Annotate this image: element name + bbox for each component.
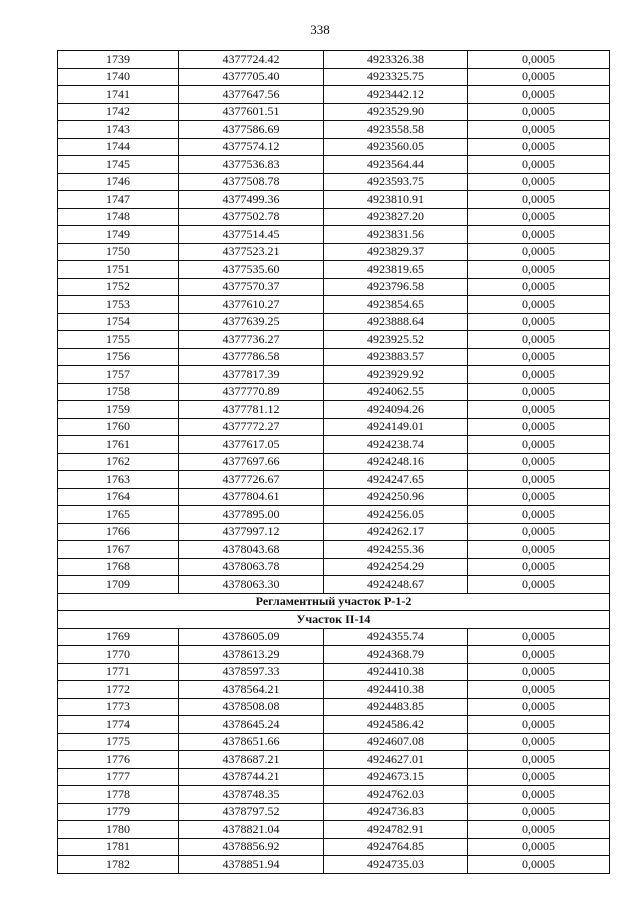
tolerance-cell: 0,0005 [468,453,610,471]
y-coordinate-cell: 4923442.12 [324,86,468,104]
table-row [58,768,610,786]
point-number-cell: 1773 [58,698,179,716]
y-coordinate-cell: 4924483.85 [324,698,468,716]
x-coordinate-cell: 4377570.37 [179,278,324,296]
tolerance-cell: 0,0005 [468,68,610,86]
y-coordinate-cell: 4924247.65 [324,471,468,489]
x-coordinate-cell: 4378508.08 [179,698,324,716]
table-row [58,191,610,209]
x-coordinate-cell: 4378605.09 [179,628,324,646]
tolerance-cell: 0,0005 [468,121,610,139]
coordinates-table [57,50,610,874]
x-coordinate-cell: 4377508.78 [179,173,324,191]
y-coordinate-cell: 4923593.75 [324,173,468,191]
table-row [58,558,610,576]
page-number: 338 [310,22,330,37]
table-row [58,663,610,681]
point-number-cell: 1754 [58,313,179,331]
y-coordinate-cell: 4924262.17 [324,523,468,541]
x-coordinate-cell: 4377536.83 [179,156,324,174]
y-coordinate-cell: 4923325.75 [324,68,468,86]
table-row [58,401,610,419]
x-coordinate-cell: 4377770.89 [179,383,324,401]
table-row [58,383,610,401]
y-coordinate-cell: 4923819.65 [324,261,468,279]
y-coordinate-cell: 4924149.01 [324,418,468,436]
tolerance-cell: 0,0005 [468,488,610,506]
tolerance-cell: 0,0005 [468,156,610,174]
x-coordinate-cell: 4377610.27 [179,296,324,314]
x-coordinate-cell: 4378063.30 [179,576,324,594]
y-coordinate-cell: 4923829.37 [324,243,468,261]
table-row [58,471,610,489]
point-number-cell: 1778 [58,786,179,804]
point-number-cell: 1709 [58,576,179,594]
x-coordinate-cell: 4377772.27 [179,418,324,436]
tolerance-cell: 0,0005 [468,331,610,349]
table-row [58,261,610,279]
point-number-cell: 1747 [58,191,179,209]
x-coordinate-cell: 4377523.21 [179,243,324,261]
point-number-cell: 1750 [58,243,179,261]
tolerance-cell: 0,0005 [468,383,610,401]
y-coordinate-cell: 4924410.38 [324,663,468,681]
tolerance-cell: 0,0005 [468,173,610,191]
tolerance-cell: 0,0005 [468,541,610,559]
tolerance-cell: 0,0005 [468,628,610,646]
table-row [58,751,610,769]
tolerance-cell: 0,0005 [468,296,610,314]
table-row [58,576,610,594]
table-row [58,278,610,296]
y-coordinate-cell: 4924736.83 [324,803,468,821]
point-number-cell: 1781 [58,838,179,856]
x-coordinate-cell: 4377786.58 [179,348,324,366]
x-coordinate-cell: 4377804.61 [179,488,324,506]
table-row [58,226,610,244]
point-number-cell: 1745 [58,156,179,174]
y-coordinate-cell: 4924255.36 [324,541,468,559]
tolerance-cell: 0,0005 [468,226,610,244]
point-number-cell: 1765 [58,506,179,524]
point-number-cell: 1776 [58,751,179,769]
table-row [58,646,610,664]
table-row [58,331,610,349]
x-coordinate-cell: 4377781.12 [179,401,324,419]
table-row [58,313,610,331]
y-coordinate-cell: 4923796.58 [324,278,468,296]
tolerance-cell: 0,0005 [468,366,610,384]
tolerance-cell: 0,0005 [468,558,610,576]
section-heading: Участок II-14 [58,611,610,629]
table-row [58,173,610,191]
x-coordinate-cell: 4377617.05 [179,436,324,454]
y-coordinate-cell: 4924250.96 [324,488,468,506]
x-coordinate-cell: 4378043.68 [179,541,324,559]
table-row [58,68,610,86]
x-coordinate-cell: 4377817.39 [179,366,324,384]
x-coordinate-cell: 4378613.29 [179,646,324,664]
x-coordinate-cell: 4377601.51 [179,103,324,121]
x-coordinate-cell: 4377639.25 [179,313,324,331]
y-coordinate-cell: 4923558.58 [324,121,468,139]
point-number-cell: 1772 [58,681,179,699]
point-number-cell: 1746 [58,173,179,191]
tolerance-cell: 0,0005 [468,506,610,524]
point-number-cell: 1753 [58,296,179,314]
point-number-cell: 1771 [58,663,179,681]
table-row [58,698,610,716]
table-row [58,51,610,69]
tolerance-cell: 0,0005 [468,523,610,541]
x-coordinate-cell: 4378797.52 [179,803,324,821]
x-coordinate-cell: 4378851.94 [179,856,324,874]
table-row [58,418,610,436]
y-coordinate-cell: 4924238.74 [324,436,468,454]
table-row [58,506,610,524]
y-coordinate-cell: 4923831.56 [324,226,468,244]
x-coordinate-cell: 4378687.21 [179,751,324,769]
point-number-cell: 1779 [58,803,179,821]
point-number-cell: 1782 [58,856,179,874]
point-number-cell: 1777 [58,768,179,786]
table-row [58,856,610,874]
point-number-cell: 1756 [58,348,179,366]
table-row [58,488,610,506]
tolerance-cell: 0,0005 [468,821,610,839]
y-coordinate-cell: 4924248.67 [324,576,468,594]
point-number-cell: 1742 [58,103,179,121]
y-coordinate-cell: 4924627.01 [324,751,468,769]
y-coordinate-cell: 4924368.79 [324,646,468,664]
table-row [58,156,610,174]
tolerance-cell: 0,0005 [468,681,610,699]
tolerance-cell: 0,0005 [468,348,610,366]
y-coordinate-cell: 4923888.64 [324,313,468,331]
x-coordinate-cell: 4377514.45 [179,226,324,244]
point-number-cell: 1757 [58,366,179,384]
point-number-cell: 1774 [58,716,179,734]
table-row [58,138,610,156]
tolerance-cell: 0,0005 [468,856,610,874]
point-number-cell: 1739 [58,51,179,69]
tolerance-cell: 0,0005 [468,768,610,786]
y-coordinate-cell: 4923326.38 [324,51,468,69]
y-coordinate-cell: 4924254.29 [324,558,468,576]
x-coordinate-cell: 4377705.40 [179,68,324,86]
y-coordinate-cell: 4923929.92 [324,366,468,384]
tolerance-cell: 0,0005 [468,663,610,681]
y-coordinate-cell: 4923925.52 [324,331,468,349]
tolerance-cell: 0,0005 [468,103,610,121]
x-coordinate-cell: 4378651.66 [179,733,324,751]
y-coordinate-cell: 4924248.16 [324,453,468,471]
tolerance-cell: 0,0005 [468,786,610,804]
table-row [58,628,610,646]
y-coordinate-cell: 4924062.55 [324,383,468,401]
table-row [58,243,610,261]
tolerance-cell: 0,0005 [468,313,610,331]
table-row [58,348,610,366]
y-coordinate-cell: 4924762.03 [324,786,468,804]
table-row [58,296,610,314]
table-row [58,716,610,734]
tolerance-cell: 0,0005 [468,401,610,419]
x-coordinate-cell: 4378597.33 [179,663,324,681]
x-coordinate-cell: 4377535.60 [179,261,324,279]
table-row [58,803,610,821]
table-row [58,453,610,471]
point-number-cell: 1751 [58,261,179,279]
x-coordinate-cell: 4377697.66 [179,453,324,471]
y-coordinate-cell: 4923564.44 [324,156,468,174]
table-row [58,436,610,454]
tolerance-cell: 0,0005 [468,243,610,261]
tolerance-cell: 0,0005 [468,698,610,716]
x-coordinate-cell: 4377726.67 [179,471,324,489]
point-number-cell: 1761 [58,436,179,454]
x-coordinate-cell: 4378856.92 [179,838,324,856]
point-number-cell: 1752 [58,278,179,296]
y-coordinate-cell: 4923529.90 [324,103,468,121]
y-coordinate-cell: 4923883.57 [324,348,468,366]
point-number-cell: 1758 [58,383,179,401]
table-row [58,523,610,541]
x-coordinate-cell: 4377502.78 [179,208,324,226]
table-row [58,86,610,104]
point-number-cell: 1741 [58,86,179,104]
point-number-cell: 1770 [58,646,179,664]
tolerance-cell: 0,0005 [468,51,610,69]
tolerance-cell: 0,0005 [468,436,610,454]
y-coordinate-cell: 4924256.05 [324,506,468,524]
y-coordinate-cell: 4923854.65 [324,296,468,314]
point-number-cell: 1780 [58,821,179,839]
tolerance-cell: 0,0005 [468,716,610,734]
table-row [58,103,610,121]
table-row [58,121,610,139]
x-coordinate-cell: 4378564.21 [179,681,324,699]
tolerance-cell: 0,0005 [468,261,610,279]
x-coordinate-cell: 4378748.35 [179,786,324,804]
table-row [58,208,610,226]
x-coordinate-cell: 4378645.24 [179,716,324,734]
x-coordinate-cell: 4377574.12 [179,138,324,156]
section-heading: Регламентный участок Р-1-2 [58,593,610,611]
x-coordinate-cell: 4377499.36 [179,191,324,209]
y-coordinate-cell: 4924586.42 [324,716,468,734]
point-number-cell: 1744 [58,138,179,156]
tolerance-cell: 0,0005 [468,278,610,296]
x-coordinate-cell: 4378821.04 [179,821,324,839]
x-coordinate-cell: 4377586.69 [179,121,324,139]
x-coordinate-cell: 4378063.78 [179,558,324,576]
y-coordinate-cell: 4924355.74 [324,628,468,646]
y-coordinate-cell: 4924735.03 [324,856,468,874]
table-row [58,541,610,559]
table-row [58,838,610,856]
y-coordinate-cell: 4923560.05 [324,138,468,156]
tolerance-cell: 0,0005 [468,471,610,489]
table-row [58,681,610,699]
y-coordinate-cell: 4923810.91 [324,191,468,209]
point-number-cell: 1775 [58,733,179,751]
point-number-cell: 1740 [58,68,179,86]
tolerance-cell: 0,0005 [468,86,610,104]
tolerance-cell: 0,0005 [468,191,610,209]
point-number-cell: 1748 [58,208,179,226]
tolerance-cell: 0,0005 [468,803,610,821]
point-number-cell: 1743 [58,121,179,139]
tolerance-cell: 0,0005 [468,646,610,664]
y-coordinate-cell: 4924094.26 [324,401,468,419]
x-coordinate-cell: 4377736.27 [179,331,324,349]
y-coordinate-cell: 4923827.20 [324,208,468,226]
section-heading-row [58,593,610,611]
y-coordinate-cell: 4924607.08 [324,733,468,751]
tolerance-cell: 0,0005 [468,733,610,751]
x-coordinate-cell: 4377647.56 [179,86,324,104]
point-number-cell: 1766 [58,523,179,541]
point-number-cell: 1760 [58,418,179,436]
y-coordinate-cell: 4924764.85 [324,838,468,856]
point-number-cell: 1755 [58,331,179,349]
y-coordinate-cell: 4924410.38 [324,681,468,699]
x-coordinate-cell: 4377997.12 [179,523,324,541]
table-row [58,733,610,751]
y-coordinate-cell: 4924673.15 [324,768,468,786]
point-number-cell: 1762 [58,453,179,471]
tolerance-cell: 0,0005 [468,138,610,156]
tolerance-cell: 0,0005 [468,576,610,594]
point-number-cell: 1769 [58,628,179,646]
point-number-cell: 1763 [58,471,179,489]
point-number-cell: 1767 [58,541,179,559]
section-heading-row [58,611,610,629]
point-number-cell: 1768 [58,558,179,576]
point-number-cell: 1764 [58,488,179,506]
point-number-cell: 1759 [58,401,179,419]
coordinates-table-body [58,51,610,874]
point-number-cell: 1749 [58,226,179,244]
x-coordinate-cell: 4378744.21 [179,768,324,786]
tolerance-cell: 0,0005 [468,418,610,436]
x-coordinate-cell: 4377724.42 [179,51,324,69]
y-coordinate-cell: 4924782.91 [324,821,468,839]
table-row [58,786,610,804]
tolerance-cell: 0,0005 [468,751,610,769]
table-row [58,366,610,384]
tolerance-cell: 0,0005 [468,838,610,856]
x-coordinate-cell: 4377895.00 [179,506,324,524]
table-row [58,821,610,839]
tolerance-cell: 0,0005 [468,208,610,226]
